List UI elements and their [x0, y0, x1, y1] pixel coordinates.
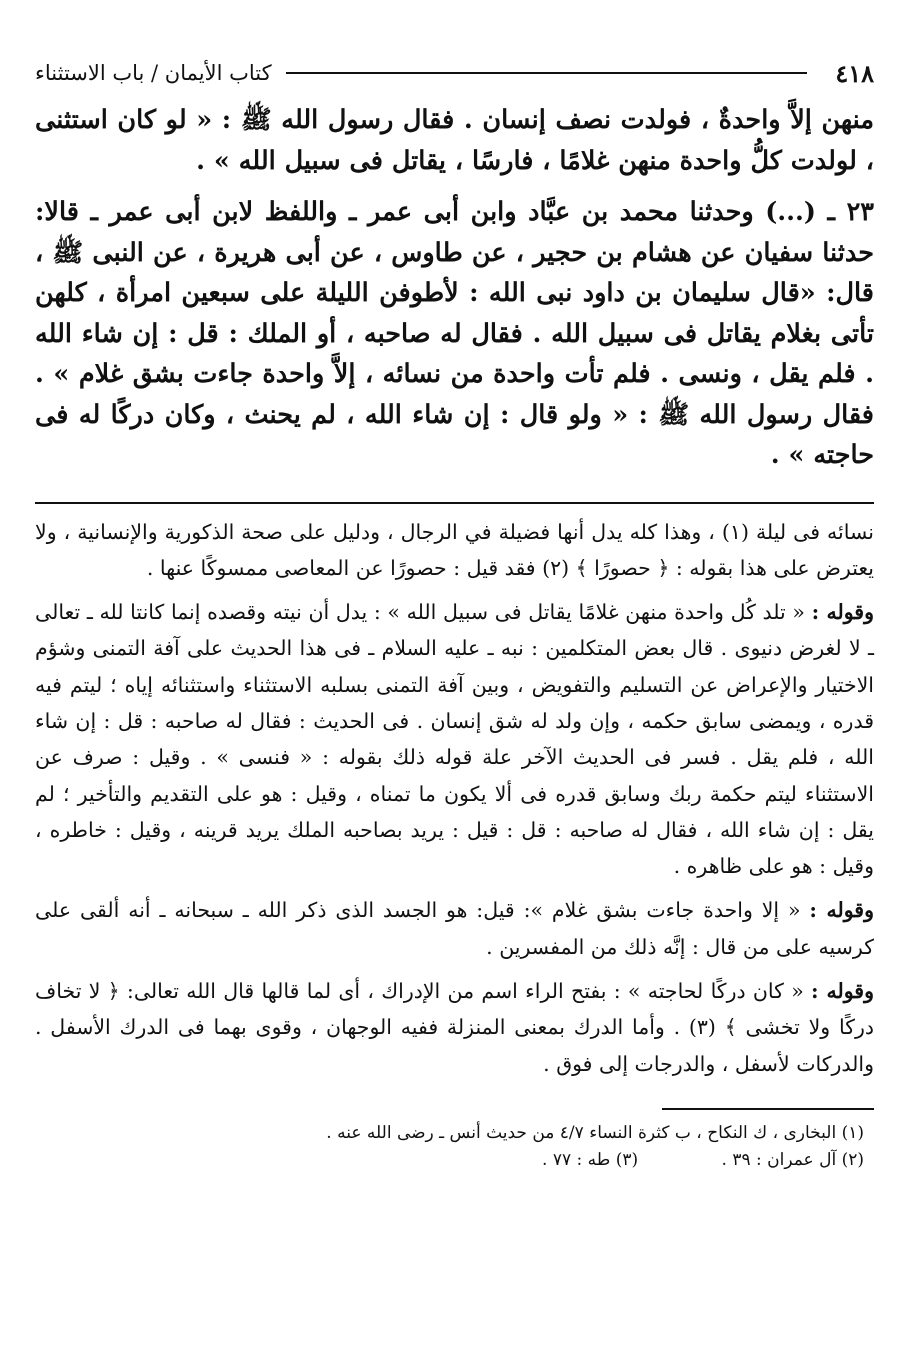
header-rule [286, 72, 808, 74]
footnote-3: (٣) طه : ٧٧ . [542, 1149, 639, 1170]
hadith-paragraph-1: منهن إلاَّ واحدةٌ ، فولدت نصف إنسان . فقال رسول الله ﷺ : « لو كان استثنى ، لولدت كلُّ واحدة منهن غلامًا ، فارسًا ، يقاتل فى سبيل الله » . [35, 105, 874, 176]
running-title: كتاب الأيمان / باب الاستثناء [35, 61, 272, 85]
page-header [35, 52, 874, 94]
hadith-paragraph-2: ٢٣ ـ (...) وحدثنا محمد بن عبَّاد وابن أبى عمر ـ واللفظ لابن أبى عمر ـ قالا: حدثنا سفيان عن هشام بن حجير ، عن طاوس ، عن أبى هريرة ، عن النبى ﷺ ، قال: «قال سليمان بن داود نبى الله : لأطوفن الليلة على سبعين امرأة ، كلهن تأتى بغلام يقاتل فى سبيل الله . فقال له صاحبه ، أو الملك : قل : إن شاء الله . فلم يقل ، ونسى . فلم تأت واحدة من نسائه ، إلاَّ واحدة جاءت بشق غلام » . فقال رسول الله ﷺ : « ولو قال : إن شاء الله ، لم يحنث ، وكان دركًا له فى حاجته » . [35, 197, 874, 470]
footnote-1: (١) البخارى ، ك النكاح ، ب كثرة النساء ٤/٧ من حديث أنس ـ رضى الله عنه . [326, 1122, 864, 1143]
commentary-lead-4: وقوله : [811, 979, 874, 1004]
footnotes [35, 1120, 874, 1174]
commentary-body-3: « إلا واحدة جاءت بشق غلام »: قيل: هو الجسد الذى ذكر الله ـ سبحانه ـ أنه ألقى على كرسيه على من قال : إنَّه ذلك من المفسرين . [35, 898, 874, 959]
commentary-paragraph-2 [35, 594, 874, 884]
hadith-text [35, 100, 874, 476]
footnote-divider [662, 1108, 874, 1110]
commentary-lead-3: وقوله : [809, 898, 874, 923]
commentary-paragraph-4 [35, 973, 874, 1082]
commentary-lead-2: وقوله : [811, 600, 874, 625]
main-divider [35, 502, 874, 504]
page-number: ٤١٨ [835, 58, 874, 88]
footnote-row-2 [35, 1147, 864, 1174]
commentary-body-4: « كان دركًا لحاجته » : بفتح الراء اسم من الإدراك ، أى لما قالها قال الله تعالى: ﴿ لا تخاف دركًا ولا تخشى ﴾ (٣) . وأما الدرك بمعنى المنزلة ففيه الوجهان ، وقوى بهما فى الدرك الأسفل . والدركات لأسفل ، والدرجات إلى فوق . [35, 979, 874, 1076]
commentary-text [35, 514, 874, 1082]
footnote-2: (٢) آل عمران : ٣٩ . [721, 1149, 864, 1170]
commentary-paragraph-1: نسائه فى ليلة (١) ، وهذا كله يدل أنها فضيلة في الرجال ، ودليل على صحة الذكورية والإنسانية ، ولا يعترض على هذا بقوله : ﴿ حصورًا ﴾ (٢) فقد قيل : حصورًا عن المعاصى ممسوكًا عنها . [35, 519, 874, 580]
commentary-paragraph-3 [35, 892, 874, 965]
commentary-body-2: « تلد كُل واحدة منهن غلامًا يقاتل فى سبيل الله » : يدل أن نيته وقصده إنما كانتا لله ـ تعالى ـ لا لغرض دنيوى . قال بعض المتكلمين : نبه ـ عليه السلام ـ فى هذا الحديث على آفة التمنى وشؤم الاختيار والإعراض عن التسليم والتفويض ، وبين آفة التمنى بسلبه الاستثناء واستثنائه إياه ؛ ليتم فيه قدره ، ويمضى سابق حكمه ، وإن ولد له شق إنسان . فى الحديث : فقال له صاحبه : قل : إن شاء الله ، فلم يقل . فسر فى الحديث الآخر علة قوله ذلك بقوله : « فنسى » . وقيل : صرف عن الاستثناء ليتم حكمة ربك وسابق قدره فى ألا يكون ما تمناه ، وقيل : هو على التقديم والتأخير ؛ لم يقل : إن شاء الله ، فقال له صاحبه : قل : قيل : يريد بصاحبه الملك يريد قرينه ، وقيل : خاطره ، وقيل : هو على ظاهره . [35, 600, 874, 879]
